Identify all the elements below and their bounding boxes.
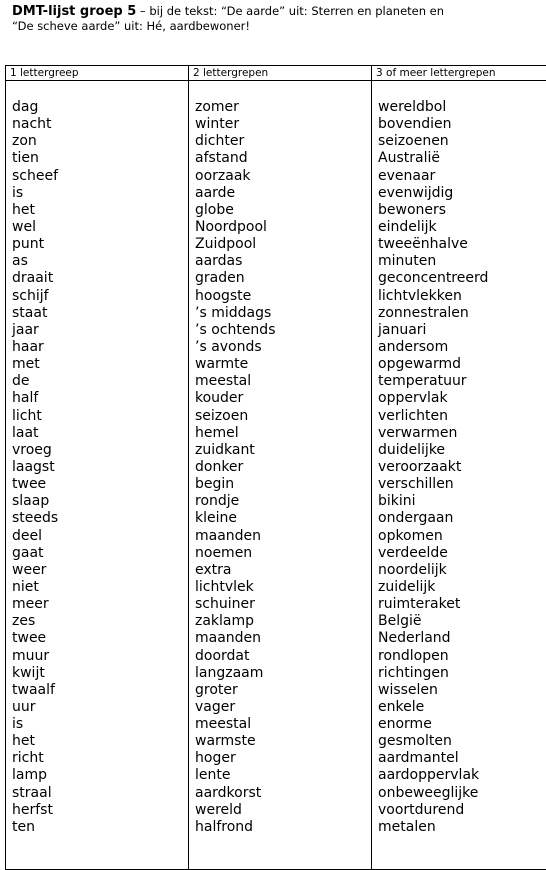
word-item: twaalf (12, 682, 188, 699)
word-item: Australië (378, 150, 546, 167)
word-item: draait (12, 270, 188, 287)
word-item: aarde (195, 185, 371, 202)
word-item: Zuidpool (195, 236, 371, 253)
word-item: de (12, 373, 188, 390)
word-item: hoger (195, 750, 371, 767)
word-item: winter (195, 116, 371, 133)
word-item: extra (195, 562, 371, 579)
word-item: zuidkant (195, 442, 371, 459)
word-item: graden (195, 270, 371, 287)
document-header (12, 4, 537, 33)
word-item: aardmantel (378, 750, 546, 767)
document-subtitle-2: “De scheve aarde” uit: Hé, aardbewoner! (12, 19, 537, 33)
word-item: globe (195, 202, 371, 219)
word-item: verlichten (378, 408, 546, 425)
word-item: vager (195, 699, 371, 716)
word-item: zomer (195, 99, 371, 116)
word-item: bewoners (378, 202, 546, 219)
word-item: meestal (195, 716, 371, 733)
word-item: januari (378, 322, 546, 339)
word-item: maanden (195, 528, 371, 545)
word-item: is (12, 716, 188, 733)
word-item: lichtvlekken (378, 288, 546, 305)
word-item: aardoppervlak (378, 767, 546, 784)
column-3plus-syllables (372, 81, 546, 870)
word-item: halfrond (195, 819, 371, 836)
word-item: oorzaak (195, 168, 371, 185)
word-item: met (12, 356, 188, 373)
word-item: haar (12, 339, 188, 356)
word-item: lente (195, 767, 371, 784)
word-item: wisselen (378, 682, 546, 699)
word-item: rondlopen (378, 648, 546, 665)
word-item: metalen (378, 819, 546, 836)
header-1-syllable: 1 lettergreep (6, 66, 189, 81)
word-item: eindelijk (378, 219, 546, 236)
word-item: opkomen (378, 528, 546, 545)
word-item: Noordpool (195, 219, 371, 236)
word-item: temperatuur (378, 373, 546, 390)
column-1-syllable (6, 81, 189, 870)
word-item: zaklamp (195, 613, 371, 630)
word-item: tweeënhalve (378, 236, 546, 253)
word-item: voortdurend (378, 802, 546, 819)
word-item: straal (12, 785, 188, 802)
word-item: scheef (12, 168, 188, 185)
word-list-table (5, 65, 546, 870)
word-item: staat (12, 305, 188, 322)
word-item: minuten (378, 253, 546, 270)
word-item: schuiner (195, 596, 371, 613)
word-item: licht (12, 408, 188, 425)
word-item: ’s middags (195, 305, 371, 322)
document-subtitle-1: – bij de tekst: “De aarde” uit: Sterren en planeten en (136, 4, 444, 18)
word-item: meer (12, 596, 188, 613)
word-item: Nederland (378, 630, 546, 647)
word-item: seizoenen (378, 133, 546, 150)
word-item: muur (12, 648, 188, 665)
word-item: twee (12, 630, 188, 647)
word-item: deel (12, 528, 188, 545)
word-item: begin (195, 476, 371, 493)
table-body-row (6, 81, 546, 870)
word-item: herfst (12, 802, 188, 819)
word-item: schijf (12, 288, 188, 305)
word-item: as (12, 253, 188, 270)
word-item: is (12, 185, 188, 202)
word-item: kwijt (12, 665, 188, 682)
word-item: seizoen (195, 408, 371, 425)
word-item: zon (12, 133, 188, 150)
word-item: gaat (12, 545, 188, 562)
word-item: steeds (12, 510, 188, 527)
word-item: weer (12, 562, 188, 579)
word-item: enorme (378, 716, 546, 733)
word-item: evenaar (378, 168, 546, 185)
word-item: kouder (195, 390, 371, 407)
word-item: noordelijk (378, 562, 546, 579)
word-item: aardas (195, 253, 371, 270)
word-item: warmte (195, 356, 371, 373)
header-2-syllables: 2 lettergrepen (189, 66, 372, 81)
word-item: noemen (195, 545, 371, 562)
word-item: aardkorst (195, 785, 371, 802)
word-item: nacht (12, 116, 188, 133)
word-item: lichtvlek (195, 579, 371, 596)
word-item: tien (12, 150, 188, 167)
word-item: enkele (378, 699, 546, 716)
word-item: slaap (12, 493, 188, 510)
word-item: opgewarmd (378, 356, 546, 373)
word-item: oppervlak (378, 390, 546, 407)
word-item: donker (195, 459, 371, 476)
word-item: bikini (378, 493, 546, 510)
word-item: ’s ochtends (195, 322, 371, 339)
word-item: wereld (195, 802, 371, 819)
word-item: hoogste (195, 288, 371, 305)
word-item: richt (12, 750, 188, 767)
word-item: België (378, 613, 546, 630)
word-item: zuidelijk (378, 579, 546, 596)
word-item: dichter (195, 133, 371, 150)
word-item: twee (12, 476, 188, 493)
word-item: afstand (195, 150, 371, 167)
word-item: ’s avonds (195, 339, 371, 356)
word-item: uur (12, 699, 188, 716)
word-item: laagst (12, 459, 188, 476)
header-3plus-syllables: 3 of meer lettergrepen (372, 66, 546, 81)
word-item: wel (12, 219, 188, 236)
word-item: verwarmen (378, 425, 546, 442)
word-item: laat (12, 425, 188, 442)
word-item: half (12, 390, 188, 407)
word-item: verdeelde (378, 545, 546, 562)
word-item: zonnestralen (378, 305, 546, 322)
word-item: wereldbol (378, 99, 546, 116)
word-item: evenwijdig (378, 185, 546, 202)
word-item: dag (12, 99, 188, 116)
word-item: ondergaan (378, 510, 546, 527)
word-item: kleine (195, 510, 371, 527)
word-item: lamp (12, 767, 188, 784)
word-item: groter (195, 682, 371, 699)
table-header-row (6, 66, 546, 81)
word-item: doordat (195, 648, 371, 665)
word-item: duidelijke (378, 442, 546, 459)
word-item: vroeg (12, 442, 188, 459)
document-title: DMT-lijst groep 5 (12, 4, 136, 19)
word-item: bovendien (378, 116, 546, 133)
word-item: maanden (195, 630, 371, 647)
word-item: ruimteraket (378, 596, 546, 613)
word-item: niet (12, 579, 188, 596)
word-item: rondje (195, 493, 371, 510)
word-item: het (12, 202, 188, 219)
word-item: zes (12, 613, 188, 630)
word-item: punt (12, 236, 188, 253)
word-item: veroorzaakt (378, 459, 546, 476)
word-item: richtingen (378, 665, 546, 682)
word-item: jaar (12, 322, 188, 339)
word-item: hemel (195, 425, 371, 442)
word-item: gesmolten (378, 733, 546, 750)
word-item: ten (12, 819, 188, 836)
column-2-syllables (189, 81, 372, 870)
word-item: verschillen (378, 476, 546, 493)
header-line-1 (12, 4, 537, 19)
word-item: meestal (195, 373, 371, 390)
word-item: onbeweeglijke (378, 785, 546, 802)
word-item: langzaam (195, 665, 371, 682)
word-item: geconcentreerd (378, 270, 546, 287)
word-item: warmste (195, 733, 371, 750)
word-item: het (12, 733, 188, 750)
word-item: andersom (378, 339, 546, 356)
